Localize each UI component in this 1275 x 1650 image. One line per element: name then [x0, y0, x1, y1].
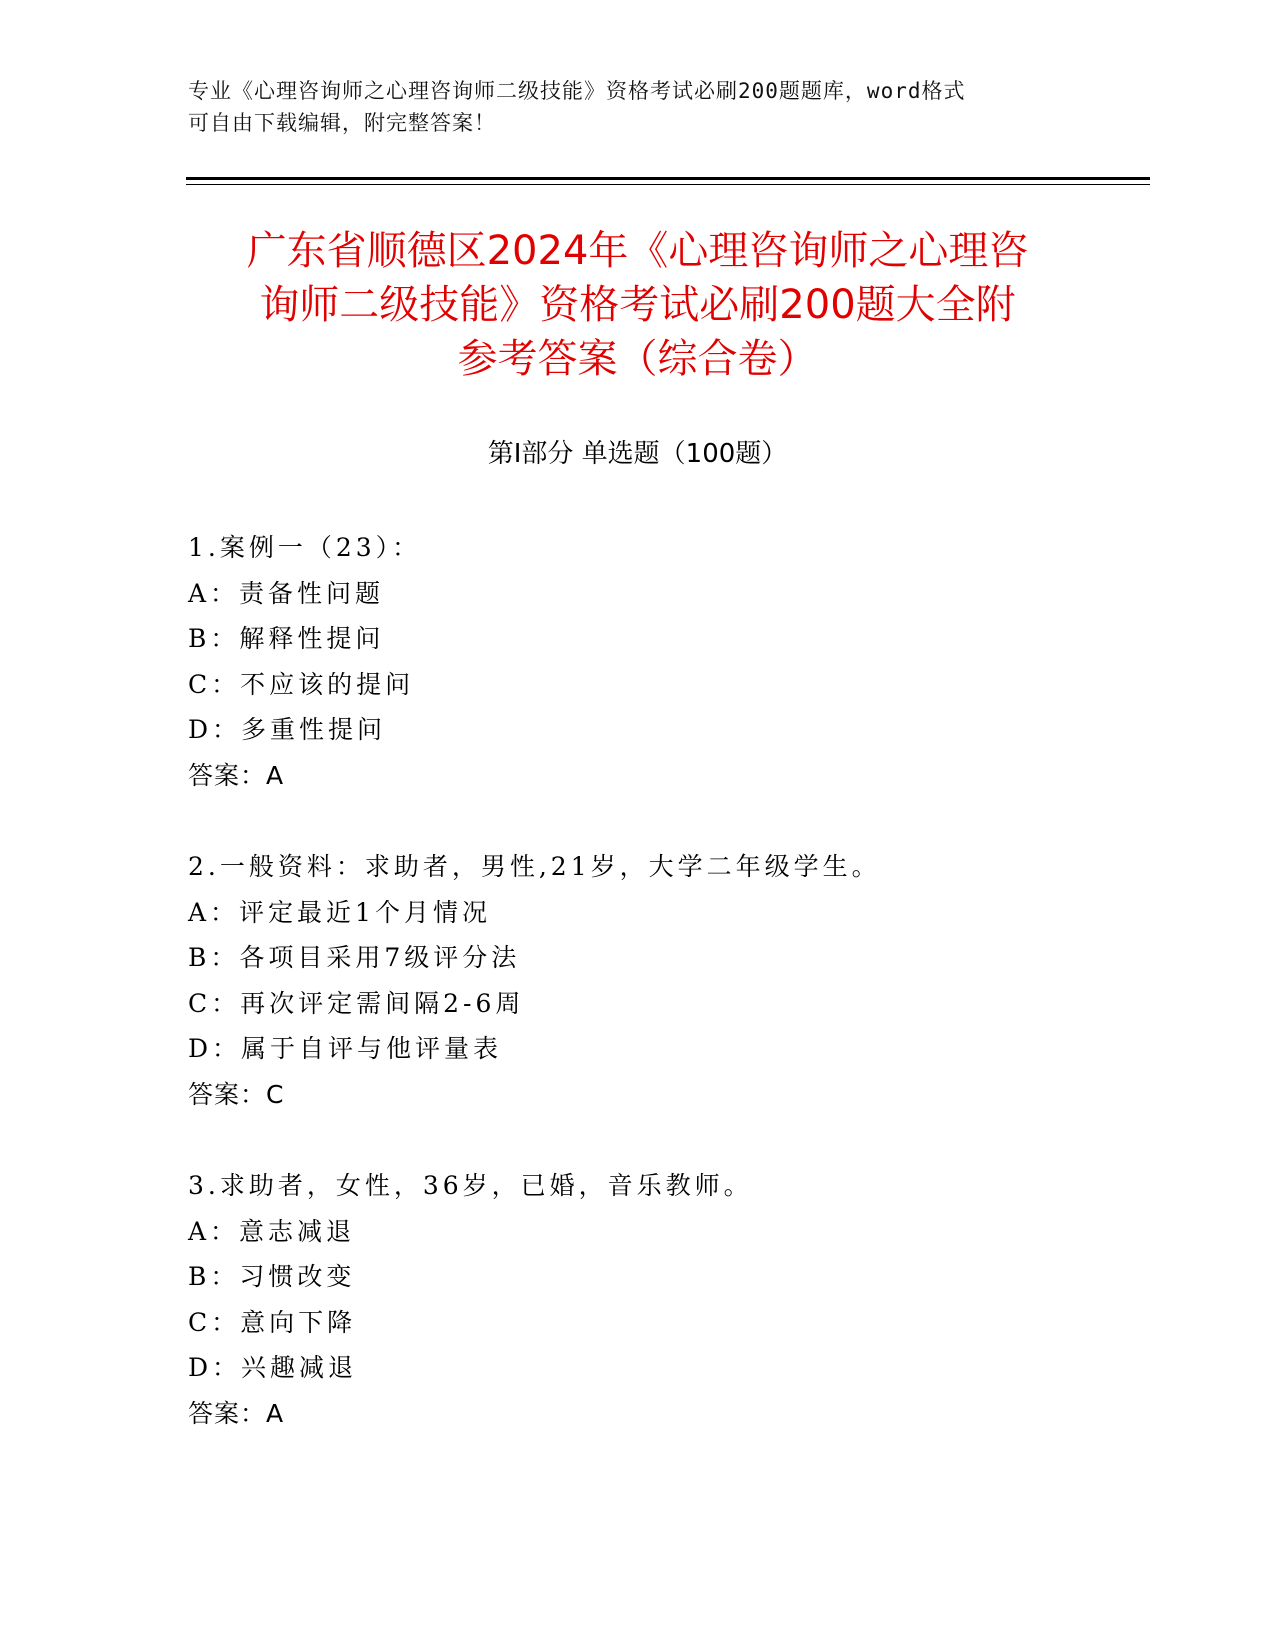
header-rule-thick: [186, 177, 1150, 180]
question-stem: 3.求助者，女性，36岁，已婚，音乐教师。: [188, 1171, 753, 1200]
title-line: 参考答案（综合卷）: [457, 336, 818, 382]
option-c: C：意向下降: [188, 1307, 357, 1337]
option-d: D：多重性提问: [188, 715, 387, 744]
question-item: [188, 1163, 1188, 1436]
answer-line: 答案：A: [188, 760, 285, 790]
option-a: A：评定最近1个月情况: [188, 897, 491, 927]
answer-line: 答案：A: [188, 1398, 285, 1428]
header-note-line: 可自由下载编辑，附完整答案！: [188, 111, 496, 135]
option-d: D：属于自评与他评量表: [188, 1034, 503, 1063]
option-a: A：意志减退: [188, 1216, 356, 1246]
question-list: [188, 525, 1188, 1482]
header-rule-thin: [186, 184, 1150, 185]
option-b: B：解释性提问: [188, 624, 385, 653]
header-note: [188, 75, 1068, 139]
option-d: D：兴趣减退: [188, 1353, 358, 1382]
question-item: [188, 844, 1188, 1117]
option-b: B：习惯改变: [188, 1262, 356, 1291]
title-line: 广东省顺德区2024年《心理咨询师之心理咨: [246, 228, 1029, 274]
option-c: C：不应该的提问: [188, 669, 415, 699]
header-note-line: 专业《心理咨询师之心理咨询师二级技能》资格考试必刷200题题库，word格式: [188, 79, 966, 103]
option-a: A：责备性问题: [188, 578, 385, 608]
question-stem: 1.案例一（23）：: [188, 533, 422, 562]
option-b: B：各项目采用7级评分法: [188, 943, 521, 972]
section-heading: 第Ⅰ部分 单选题（100题）: [487, 439, 788, 469]
document-title: [170, 224, 1105, 386]
question-item: [188, 525, 1188, 798]
title-line: 询师二级技能》资格考试必刷200题大全附: [259, 282, 1016, 328]
question-stem: 2.一般资料：求助者，男性,21岁，大学二年级学生。: [188, 852, 881, 881]
answer-line: 答案：C: [188, 1079, 285, 1109]
option-c: C：再次评定需间隔2-6周: [188, 988, 525, 1018]
